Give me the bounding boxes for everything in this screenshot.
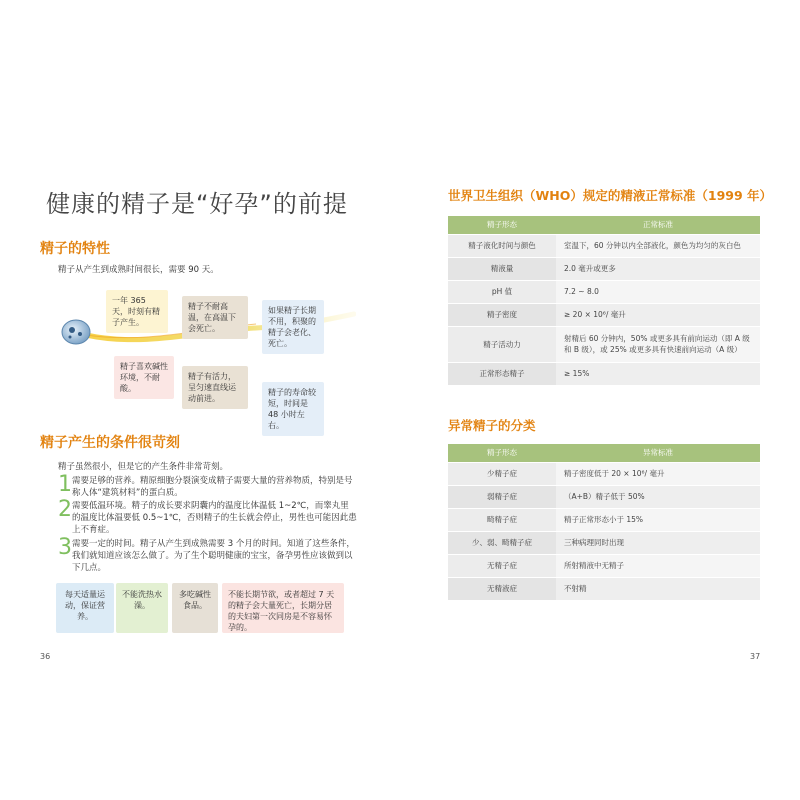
table-row (448, 326, 760, 362)
table-header-row (448, 444, 760, 462)
table-cell: 精液量 (448, 257, 556, 280)
abnormal-title: 异常精子的分类 (448, 418, 536, 433)
table-row (448, 257, 760, 280)
page-number-right: 37 (750, 652, 761, 661)
characteristics-title: 精子的特性 (40, 241, 110, 257)
table-cell: 正常形态精子 (448, 362, 556, 385)
table-header: 精子形态 (448, 444, 556, 462)
table-row (448, 508, 760, 531)
table-cell: 精子正常形态小于 15% (556, 508, 760, 531)
table-cell: 畸精子症 (448, 508, 556, 531)
table-cell: 少、弱、畸精子症 (448, 531, 556, 554)
tip-no-hot-bath: 不能洗热水澡。 (116, 583, 168, 633)
table-cell: 精子活动力 (448, 326, 556, 362)
table-cell: 7.2 ~ 8.0 (556, 280, 760, 303)
table-cell: 精子密度 (448, 303, 556, 326)
table-row (448, 485, 760, 508)
note-lifespan: 精子的寿命较短，时间是 48 小时左右。 (262, 382, 324, 436)
table-cell: 无精子症 (448, 554, 556, 577)
table-cell: 射精后 60 分钟内，50% 或更多具有前向运动（即 A 级和 B 级），或 25% 或更多具有快速前向运动（A 级） (556, 326, 760, 362)
table-cell: 2.0 毫升或更多 (556, 257, 760, 280)
condition-text: 需要低温环境。精子的成长要求阴囊内的温度比体温低 1~2℃，而睾丸里的温度比体温要低 0.5~1℃，否则精子的生长就会停止，男性也可能因此患上不育症。 (72, 501, 357, 535)
table-row (448, 577, 760, 600)
condition-text: 需要足够的营养。精原细胞分裂演变成精子需要大量的营养物质，特别是号称人体“建筑材料”的蛋白质。 (72, 476, 353, 498)
table-header-row (448, 216, 760, 234)
table-cell: ≥ 20 × 10⁶/ 毫升 (556, 303, 760, 326)
characteristics-intro: 精子从产生到成熟时间很长，需要 90 天。 (58, 265, 219, 275)
note-daily-production: 一年 365 天，时刻有精子产生。 (106, 290, 168, 333)
table-cell: pH 值 (448, 280, 556, 303)
table-cell: 所射精液中无精子 (556, 554, 760, 577)
note-alkaline: 精子喜欢碱性环境，不耐酸。 (114, 356, 174, 399)
table-row (448, 362, 760, 385)
note-aging: 如果精子长期不用，积聚的精子会老化、死亡。 (262, 300, 324, 354)
page-title: 健康的精子是“好孕”的前提 (46, 190, 348, 218)
table-cell: （A+B）精子低于 50% (556, 485, 760, 508)
table-row (448, 280, 760, 303)
condition-number: 1 (58, 472, 72, 497)
right-page (400, 0, 800, 800)
condition-number: 2 (58, 497, 72, 522)
table-cell: 精子密度低于 20 × 10⁶/ 毫升 (556, 462, 760, 485)
table-header: 异常标准 (556, 444, 760, 462)
who-standard-title: 世界卫生组织（WHO）规定的精液正常标准（1999 年） (448, 188, 773, 203)
abnormal-table (448, 444, 760, 600)
table-row (448, 554, 760, 577)
table-cell: ≥ 15% (556, 362, 760, 385)
table-row (448, 462, 760, 485)
table-header: 正常标准 (556, 216, 760, 234)
tip-exercise: 每天适量运动，保证营养。 (56, 583, 114, 633)
tip-abstinence: 不能长期节欲，或者超过 7 天的精子会大量死亡，长期分居的夫妇第一次同房是不容易怀孕的。 (222, 583, 344, 633)
table-cell: 精子液化时间与颜色 (448, 234, 556, 257)
condition-number: 3 (58, 535, 72, 560)
table-cell: 三种病理同时出现 (556, 531, 760, 554)
conditions-intro: 精子虽然很小，但是它的产生条件非常苛刻。 (58, 462, 229, 472)
table-row (448, 303, 760, 326)
table-cell: 无精液症 (448, 577, 556, 600)
who-standard-table (448, 216, 760, 385)
table-cell: 室温下，60 分钟以内全部液化，颜色为均匀的灰白色 (556, 234, 760, 257)
condition-text: 需要一定的时间。精子从产生到成熟需要 3 个月的时间。知道了这些条件，我们就知道应该怎么做了。为了生个聪明健康的宝宝，备孕男性应该做到以下几点。 (72, 539, 355, 573)
table-cell: 不射精 (556, 577, 760, 600)
note-motility: 精子有活力，呈匀速直线运动前进。 (182, 366, 248, 409)
conditions-title: 精子产生的条件很苛刻 (40, 435, 180, 451)
table-row (448, 531, 760, 554)
table-header: 精子形态 (448, 216, 556, 234)
tip-alkaline-food: 多吃碱性食品。 (172, 583, 218, 633)
table-cell: 弱精子症 (448, 485, 556, 508)
page-number-left: 36 (40, 652, 51, 661)
table-row (448, 234, 760, 257)
note-heat-sensitive: 精子不耐高温，在高温下会死亡。 (182, 296, 248, 339)
table-cell: 少精子症 (448, 462, 556, 485)
